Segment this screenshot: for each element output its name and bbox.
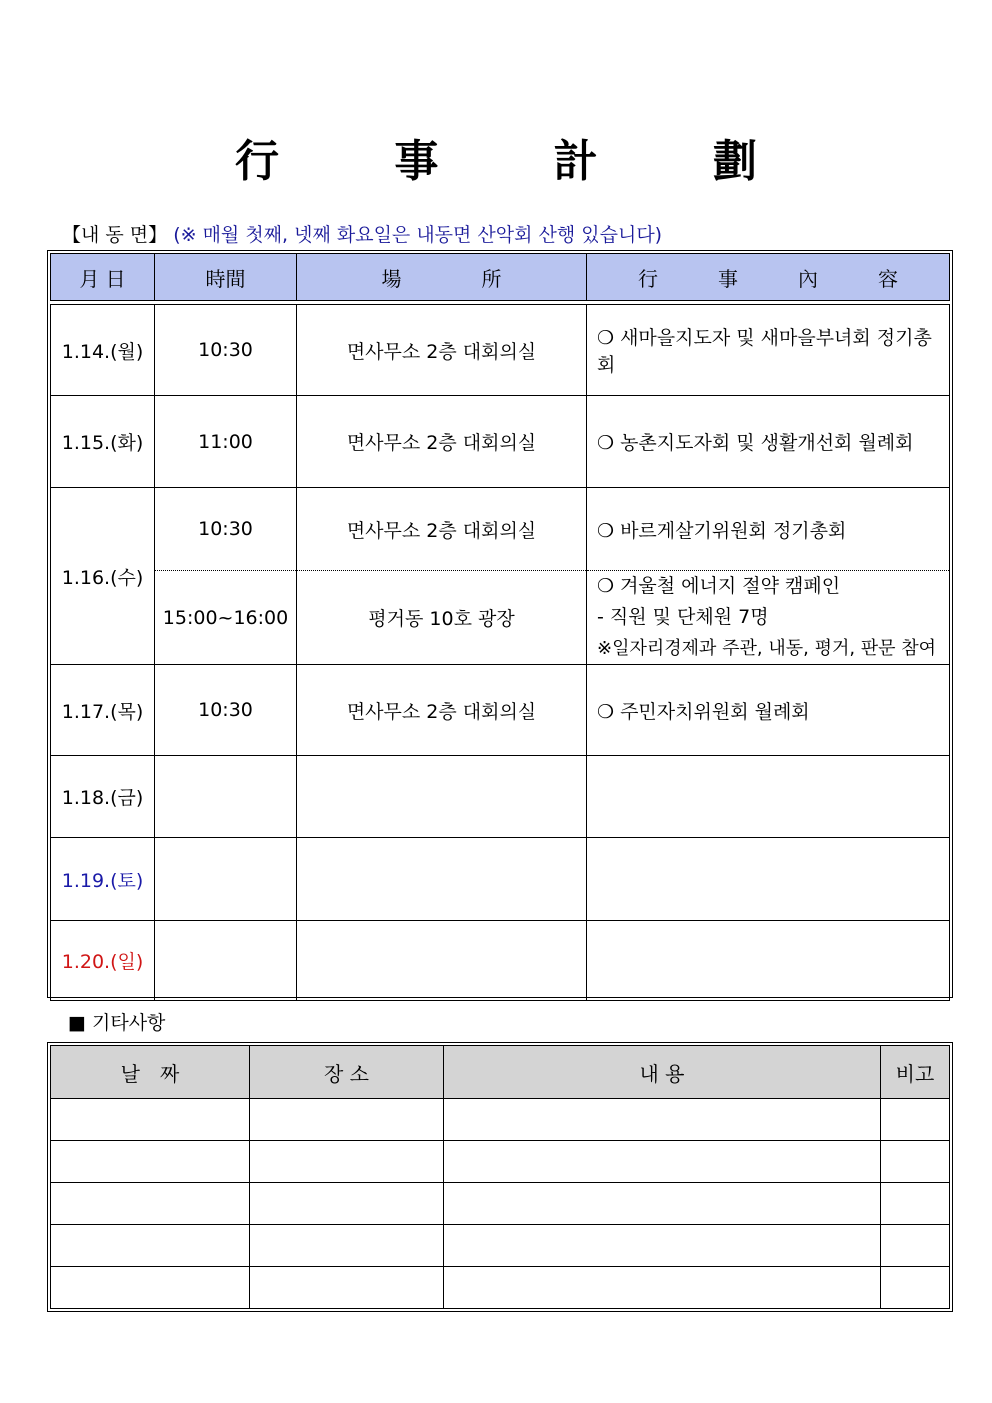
title-char-1: 行: [235, 136, 279, 187]
row-time: 10:30: [155, 488, 297, 571]
row-place: 면사무소 2층 대회의실: [297, 305, 587, 396]
table-row: [51, 1267, 950, 1309]
title-char-3: 計: [553, 136, 598, 187]
row-place: 면사무소 2층 대회의실: [297, 488, 587, 571]
row-place: 평거동 10호 광장: [297, 571, 587, 665]
schedule-table: [50, 253, 950, 1001]
page-title: [0, 125, 992, 189]
cell: [881, 1225, 950, 1267]
header-content: 行 事 內 容: [587, 254, 950, 301]
row-date: 1.15.(화): [51, 396, 155, 488]
misc-header-row: [51, 1046, 950, 1099]
cell: [51, 1225, 250, 1267]
cell: [51, 1141, 250, 1183]
cell: [51, 1183, 250, 1225]
cell: [444, 1225, 881, 1267]
department-label: 【내 동 면】: [62, 224, 168, 246]
cell: [250, 1141, 444, 1183]
cell: [881, 1099, 950, 1141]
cell: [51, 1267, 250, 1309]
row-place: 면사무소 2층 대회의실: [297, 396, 587, 488]
cell: [444, 1267, 881, 1309]
content-line: - 직원 및 단체원 7명: [597, 606, 769, 628]
cell: [444, 1141, 881, 1183]
misc-table: [50, 1045, 950, 1309]
misc-header-place: 장 소: [250, 1046, 444, 1099]
cell: [881, 1183, 950, 1225]
row-time: 10:30: [155, 305, 297, 396]
row-time: 10:30: [155, 665, 297, 756]
row-content: [587, 571, 950, 665]
cell: [444, 1099, 881, 1141]
row-time: 15:00~16:00: [155, 571, 297, 665]
misc-header-remarks: 비고: [881, 1046, 950, 1099]
row-content: [587, 921, 950, 1001]
table-row: [51, 1099, 950, 1141]
table-row: [51, 1225, 950, 1267]
title-char-4: 劃: [712, 136, 757, 187]
table-row: [51, 396, 950, 488]
table-row: [51, 305, 950, 396]
cell: [250, 1225, 444, 1267]
header-date: 月 日: [51, 254, 155, 301]
row-time: 11:00: [155, 396, 297, 488]
schedule-table-frame: [47, 250, 953, 998]
row-time: [155, 838, 297, 921]
row-date: 1.16.(수): [51, 488, 155, 665]
cell: [250, 1183, 444, 1225]
header-place: 場 所: [297, 254, 587, 301]
table-row: [51, 665, 950, 756]
cell: [881, 1267, 950, 1309]
row-place: [297, 921, 587, 1001]
cell: [444, 1183, 881, 1225]
cell: [51, 1099, 250, 1141]
row-content: ❍ 새마을지도자 및 새마을부녀회 정기총회: [587, 305, 950, 396]
cell: [881, 1141, 950, 1183]
header-time: 時間: [155, 254, 297, 301]
title-char-2: 事: [394, 136, 439, 187]
row-content: ❍ 농촌지도자회 및 생활개선회 월례회: [587, 396, 950, 488]
table-row: [51, 571, 950, 665]
row-content: [587, 838, 950, 921]
subheading: [62, 220, 662, 247]
misc-table-frame: [47, 1042, 953, 1312]
row-date: 1.17.(목): [51, 665, 155, 756]
row-date-sunday: 1.20.(일): [51, 921, 155, 1001]
table-row: [51, 1183, 950, 1225]
row-date-saturday: 1.19.(토): [51, 838, 155, 921]
row-content: ❍ 주민자치위원회 월례회: [587, 665, 950, 756]
row-place: 면사무소 2층 대회의실: [297, 665, 587, 756]
row-place: [297, 756, 587, 838]
row-time: [155, 756, 297, 838]
row-place: [297, 838, 587, 921]
table-row: [51, 756, 950, 838]
misc-heading: ■ 기타사항: [68, 1012, 166, 1034]
table-row: [51, 1141, 950, 1183]
row-time: [155, 921, 297, 1001]
row-content: [587, 756, 950, 838]
row-content: ❍ 바르게살기위원회 정기총회: [587, 488, 950, 571]
hiking-note: (※ 매월 첫째, 넷째 화요일은 내동면 산악회 산행 있습니다): [173, 224, 663, 246]
misc-header-content: 내 용: [444, 1046, 881, 1099]
schedule-header-row: [51, 254, 950, 301]
content-line: ※일자리경제과 주관, 내동, 평거, 판문 참여: [597, 638, 937, 659]
misc-header-date: 날 짜: [51, 1046, 250, 1099]
cell: [250, 1267, 444, 1309]
content-line: ❍ 겨울철 에너지 절약 캠페인: [597, 575, 841, 597]
table-row: [51, 488, 950, 571]
row-date: 1.14.(월): [51, 305, 155, 396]
table-row: [51, 838, 950, 921]
cell: [250, 1099, 444, 1141]
row-date: 1.18.(금): [51, 756, 155, 838]
table-row: [51, 921, 950, 1001]
